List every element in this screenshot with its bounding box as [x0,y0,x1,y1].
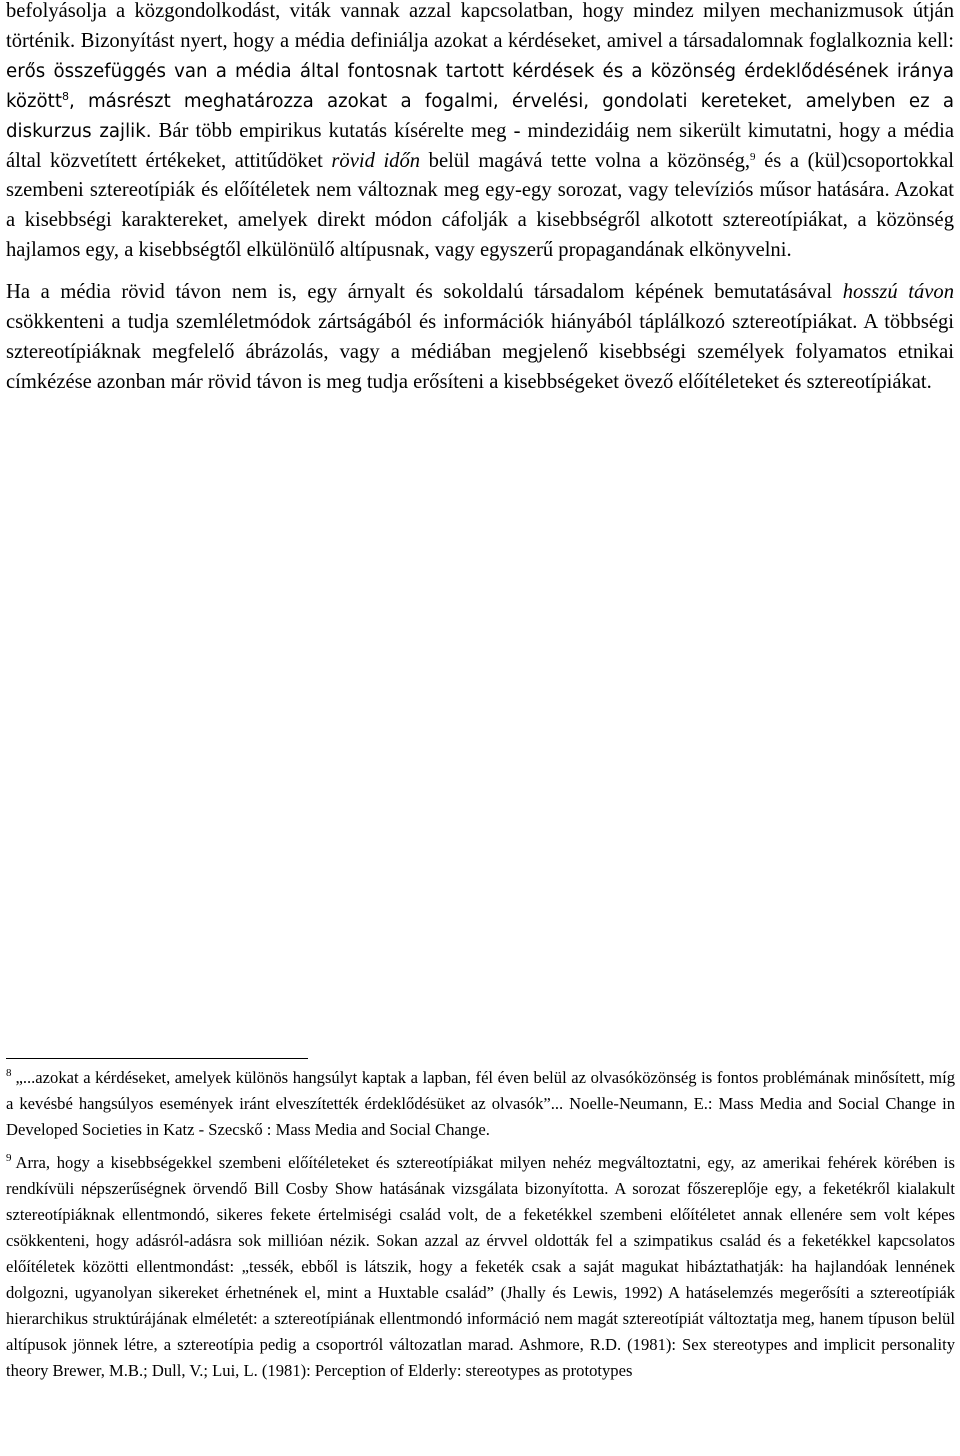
footnote-8-text: „...azokat a kérdéseket, amelyek különös hangsúlyt kaptak a lapban, fél éven belül az olvasóközönség is fontos problémának minősített, míg a kevésbé hangsúlyos események iránt elveszítették érdeklődésüket az olvasók”... Noelle-Neumann, E.: Mass Media and Social Change in Developed Societies in Katz - Szecskő : Mass Media and Social Change. [6,1068,955,1139]
footnote-9-mark: 9 [6,1152,12,1165]
paragraph-1 [6,0,954,266]
sans-text-b: , másrészt meghatározza azokat a fogalmi, érvelési, gondolati kereteket, amelyben ez a diskurzus zajlik. [6,90,954,142]
paragraph-2-end: csökkenteni a tudja szemléletmódok zártságából és információk hiányából táplálkozó sztereotípiákat. A többségi sztereotípiáknak megfelelő ábrázolás, vagy a médiában megjelenő kisebbségi személyek folyamatos etnikai címkézése azonban már rövid távon is meg tudja erősíteni a kisebbségeket övező előítéleteket és sztereotípiákat. [6,311,954,393]
emphasis-rovid-idon: rövid időn [331,149,421,172]
footnote-9-text: Arra, hogy a kisebbségekkel szembeni előítéleteket és sztereotípiákat milyen nehéz megváltoztatni, egy, az amerikai fehérek körében is rendkívüli népszerűségnek örvendő Bill Cosby Show hatásának vizsgálata bizonyította. A sorozat főszereplője egy, a feketékről kialakult sztereotípiáknak ellentmondó, sikeres fekete értelmiségi család volt, de a feketékkel szembeni előítéletet annak ellenére sem volt képes csökkenteni, hogy adásról-adásra sok millióan nézik. Sokan azzal az érvvel oldották fel a szimpatikus család és a feketékkel kapcsolatos előítéletek közötti ellentmondást: „tessék, ebből is látszik, hogy a feketék csak a saját magukat hibáztathatják: ha hajlandóak lennének dolgozni, ugyanolyan sikereket érhetnének el, mint a Huxtable család” (Jhally és Lewis, 1992) A hatáselemzés megerősíti a sztereotípiák hierarchikus struktúrájának elméletét: a sztereotípiának ellentmondó információ nem magát sztereotípiát változtatja meg, hanem típuson belül altípusok jönnek létre, a sztereotípia pedig a csoportról változatlan marad. Ashmore, R.D. (1981): Sex stereotypes and implicit personality theory Brewer, M.B.; Dull, V.; Lui, L. (1981): Perception of Elderly: stereotypes as prototypes [6,1153,955,1380]
footnote-separator [6,1058,308,1059]
footnote-8 [6,1065,955,1143]
emphasis-hosszu-tavon: hosszú távon [842,281,954,304]
footnote-ref-8[interactable]: 8 [61,89,69,103]
paragraph-2 [6,278,954,398]
paragraph-1-cont: belül magává tette volna a közönség, [420,149,751,172]
paragraph-1-start: befolyásolja a közgondolkodást, viták vannak azzal kapcsolatban, hogy mindez milyen mechanizmusok útján történik. Bizonyítást nyert, hogy a média definiálja azokat a kérdéseket, amivel a társadalomnak foglalkoznia kell: [6,0,954,52]
footnotes [6,1065,955,1384]
footnote-9 [6,1150,955,1384]
footnote-8-mark: 8 [6,1067,12,1080]
sans-text-a: erős összefüggés van a média által fontosnak tartott kérdések és a közönség érdeklődésének iránya között [6,60,954,112]
paragraph-2-start: Ha a média rövid távon nem is, egy árnyalt és sokoldalú társadalom képének bemutatásával [6,281,843,304]
footnote-ref-9[interactable]: 9 [750,150,756,163]
main-text [6,0,954,398]
paragraph-1-end: és a (kül)csoportokkal szembeni sztereotípiák és előítéletek nem változnak meg egy-egy sorozat, vagy televíziós műsor hatására. Azokat a kisebbségi karaktereket, amelyek direkt módon cáfolják a kisebbségről alkotott sztereotípiákat, a közönség hajlamos egy, a kisebbségtől elkülönülő altípusnak, vagy egyszerű propagandának elkönyvelni. [6,149,954,262]
paragraph-1-middle: Bár több empirikus kutatás kísérelte meg - mindezidáig nem sikerült kimutatni, hogy a média által közvetített értékeket, attitűdöket [6,119,954,172]
